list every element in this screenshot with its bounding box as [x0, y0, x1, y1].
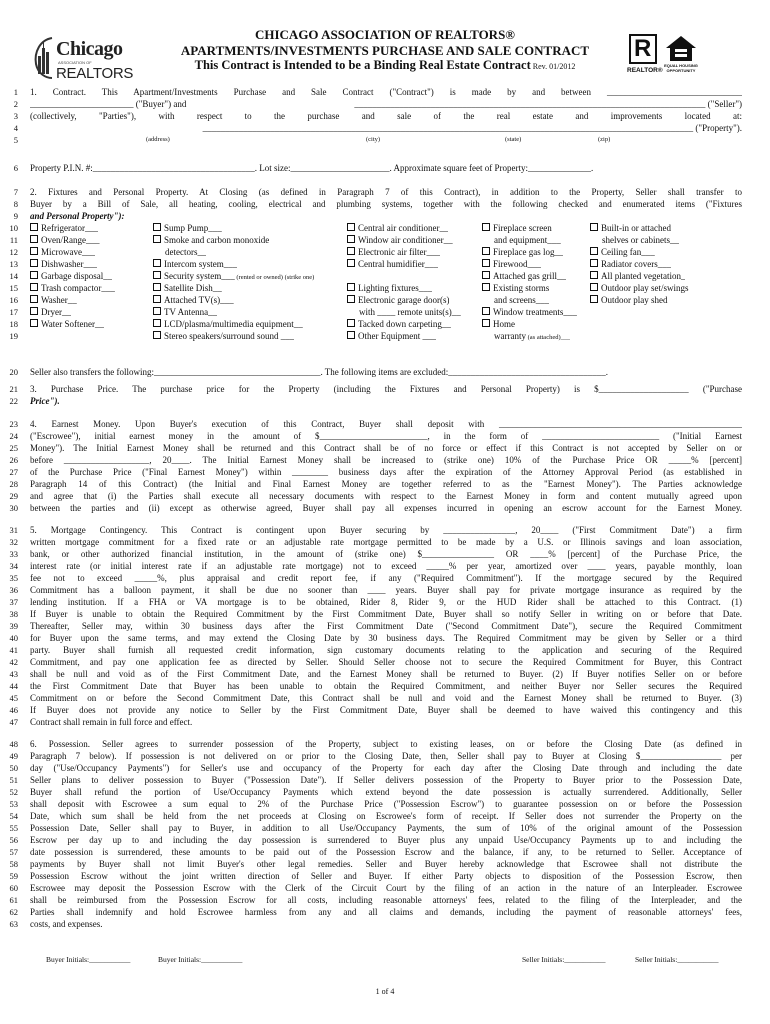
- fixture-checkbox[interactable]: [590, 259, 598, 267]
- fixture-checkbox[interactable]: [347, 223, 355, 231]
- fixture-checkbox[interactable]: [347, 247, 355, 255]
- page-number: 1 of 4: [375, 987, 395, 996]
- line-50: 50 day ("Use/Occupancy Payments") for Seller's use and occupancy of the Property for each day after the Closing Date through and including the date: [9, 763, 742, 773]
- equal-housing-logo: [664, 34, 698, 74]
- fixture-row: [0, 330, 770, 342]
- line-26: 26 before ___________________, 20____. The Initial Earnest Money shall be increased to (strike one) 10% of the Purchase Price OR _____% [percent]: [9, 455, 742, 465]
- fixture-item: [153, 282, 222, 294]
- line-54: 54 Date, which sum shall be held from the net proceeds at Closing on Escrowee's form of receipt. If Seller does not surrender the Property on the: [9, 811, 742, 821]
- fixture-item: [347, 294, 449, 306]
- realtor-logo-label: REALTOR®: [627, 67, 663, 74]
- fixture-item: [347, 282, 432, 294]
- line-41: 41 party. Buyer shall furnish all requested credit information, sign customary documents relating to the application and securing of the Required: [9, 645, 742, 655]
- line-61: 61 shall be reimbursed from the Possession Escrow for all costs, including reasonable attorneys' fees, related to the filing of the Interpleader, and the: [9, 895, 742, 905]
- fixture-item: [359, 306, 461, 318]
- document-title-contract: APARTMENTS/INVESTMENTS PURCHASE AND SALE CONTRACT: [180, 43, 590, 58]
- line-number: 16: [9, 295, 18, 305]
- line-49: 49 Paragraph 7 below). If possession is not delivered on or prior to the Closing Date, then, Seller shall pay to Buyer at Closing $__________________ per: [9, 751, 742, 761]
- fixture-row: [0, 222, 770, 234]
- fixture-item: [347, 258, 438, 270]
- fixture-item: [30, 222, 98, 234]
- fixture-item: [482, 318, 515, 330]
- fixture-checkbox[interactable]: [347, 319, 355, 327]
- fixture-item: [153, 258, 237, 270]
- fixture-checkbox[interactable]: [153, 235, 161, 243]
- fixture-label: Microwave___: [41, 247, 96, 257]
- fixture-item: [153, 294, 234, 306]
- fixture-label: Attached gas grill__: [493, 271, 566, 281]
- fixture-label: Attached TV(s)___: [164, 295, 234, 305]
- fixture-label: Sump Pump___: [164, 223, 222, 233]
- fixture-label: detectors__: [165, 247, 207, 257]
- fixture-label: Central air conditioner__: [358, 223, 449, 233]
- fixture-checkbox[interactable]: [347, 259, 355, 267]
- realtor-logo: R REALTOR®: [627, 35, 663, 74]
- line-number: 10: [9, 223, 18, 233]
- line-28: 28 Paragraph 14 of this Contract) (the Initial and Final Earnest Money are together referred to as the "Earnest Money"). The Parties acknowledge: [9, 479, 742, 489]
- chicago-realtors-logo: [30, 34, 134, 84]
- line-52: 52 Buyer shall refund the portion of Use/Occupancy Payments which extend beyond the date possession is actually surrendered. Additionally, Seller: [9, 787, 742, 797]
- fixture-item: [494, 234, 561, 246]
- seller-initials-1[interactable]: Seller Initials:___________: [522, 955, 606, 964]
- line-22: 22 Price").: [9, 396, 60, 406]
- fixture-item: [30, 258, 97, 270]
- line-7: 7 2. Fixtures and Personal Property. At Closing (as defined in Paragraph 7 of this Contract), in addition to the Property, Seller shall transfer to: [13, 187, 742, 197]
- line-32: 32 written mortgage commitment for a fixed rate or an adjustable rate mortgage permitted to be made by a U.S. or Illinois savings and loan association,: [9, 537, 742, 547]
- fixture-checkbox[interactable]: [153, 295, 161, 303]
- fixture-label: Dishwasher___: [41, 259, 97, 269]
- fixture-item: [30, 306, 71, 318]
- fixture-row: [0, 234, 770, 246]
- fixture-row: [0, 318, 770, 330]
- line-56: 56 Escrow per day up to and including the day possession is surrendered to Buyer plus any unpaid Use/Occupancy Payments up to and including the: [9, 835, 742, 845]
- fixture-item: [153, 222, 222, 234]
- fixture-checkbox[interactable]: [482, 247, 490, 255]
- fixture-checkbox[interactable]: [30, 271, 38, 279]
- fixture-item: [30, 234, 100, 246]
- fixture-label: Oven/Range___: [41, 235, 100, 245]
- fixture-checkbox[interactable]: [30, 223, 38, 231]
- line-44: 44 the First Commitment Date that Buyer has been unable to obtain the Required Commitment, and neither Buyer nor Seller secures the Required: [9, 681, 742, 691]
- line-number: 17: [9, 307, 18, 317]
- fixture-row: [0, 258, 770, 270]
- fixture-item: [165, 246, 206, 258]
- fixture-item: [347, 246, 440, 258]
- fixture-item: [30, 294, 77, 306]
- line-45: 45 Commitment on or before the Second Commitment Date, this Contract shall be null and void and the Earnest Money shall be returned to Buyer. (3): [9, 693, 742, 703]
- line-34: 34 interest rate (or initial interest rate if an adjustable rate mortgage) not to exceed _____% per year, amortized over ____ years, payable monthly, loan: [9, 561, 742, 571]
- fixture-row: [0, 246, 770, 258]
- fixture-label: LCD/plasma/multimedia equipment__: [164, 319, 303, 329]
- line-55: 55 Possession Date, Seller shall pay to Buyer, in addition to all Use/Occupancy Payments, the sum of 10% of the original amount of the Possession: [9, 823, 742, 833]
- revision-label: Rev. 01/2012: [532, 62, 576, 71]
- fixture-item: [347, 318, 451, 330]
- line-1: 1 1. Contract. This Apartment/Investments Purchase and Sale Contract ("Contract") is made by and between ______________________________: [13, 87, 742, 97]
- fixture-label: Window air conditioner__: [358, 235, 453, 245]
- line-58: 58 payments by Buyer shall not limit Buyer's other legal remedies. Seller and Buyer hereby acknowledge that Escrowee shall not distribute the: [9, 859, 742, 869]
- fixture-checkbox[interactable]: [153, 259, 161, 267]
- fixture-row: [0, 294, 770, 306]
- fixture-checkbox[interactable]: [347, 295, 355, 303]
- fixture-checkbox[interactable]: [590, 223, 598, 231]
- line-47: 47 Contract shall remain in full force and effect.: [9, 717, 193, 727]
- fixture-checkbox[interactable]: [30, 247, 38, 255]
- logo-text-realtors: REALTORS: [56, 65, 134, 82]
- fixture-row: [0, 270, 770, 282]
- fixture-item: [602, 234, 679, 246]
- fixture-item: [590, 282, 689, 294]
- fixture-item: [482, 258, 541, 270]
- line-8: 8 Buyer by a Bill of Sale, all heating, cooling, electrical and plumbing systems, together with the following checked and enumerated items ("Fixtures: [13, 199, 742, 209]
- fixture-label: Garbage disposal__: [41, 271, 113, 281]
- fixture-label: Fireplace screen: [493, 223, 552, 233]
- fixture-item: [494, 294, 549, 306]
- line-number: 15: [9, 283, 18, 293]
- fixture-item: [482, 222, 552, 234]
- fixture-checkbox[interactable]: [590, 247, 598, 255]
- fixture-checkbox[interactable]: [30, 295, 38, 303]
- line-number: 11: [9, 235, 18, 245]
- fixture-item: [590, 294, 668, 306]
- line-43: 43 shall be null and void as of the First Commitment Date, and the Earnest Money shall be returned to Buyer. (2) If Buyer notifies Seller on or before: [9, 669, 742, 679]
- line-21: 21 3. Purchase Price. The purchase price for the Property (including the Fixtures and Personal Property) is $____________________ ("Purchase: [9, 384, 742, 394]
- line-63: 63 costs, and expenses.: [9, 919, 103, 929]
- logo-text-association: ASSOCIATION OF: [58, 60, 92, 65]
- fixture-checkbox[interactable]: [153, 331, 161, 339]
- fixture-item: [347, 222, 448, 234]
- line-9: 9 and Personal Property"):: [13, 211, 125, 221]
- fixture-label: warranty: [494, 331, 526, 341]
- line-5: 5 (address) (city) (state) (zip): [13, 135, 611, 145]
- fixture-label: Stereo speakers/surround sound ___: [164, 331, 295, 341]
- fixture-item: [482, 246, 563, 258]
- document-title-org: CHICAGO ASSOCIATION OF REALTORS®: [254, 27, 516, 42]
- fixture-checkbox[interactable]: [153, 271, 161, 279]
- fixture-item: [482, 270, 566, 282]
- fixture-label: Firewood___: [493, 259, 541, 269]
- fixture-checkbox[interactable]: [482, 307, 490, 315]
- fixture-item: [494, 330, 570, 344]
- fixture-checkbox[interactable]: [590, 271, 598, 279]
- fixture-label: Fireplace gas log__: [493, 247, 564, 257]
- line-57: 57 date possession is surrendered, these amounts to be paid out of the Possession Escrow and the balance, if any, to be returned to Seller. Acceptance of: [9, 847, 742, 857]
- fixture-label: Other Equipment ___: [358, 331, 436, 341]
- line-20: 20 Seller also transfers the following:_____________________________________. The following items are excluded:___________________________________.: [9, 367, 609, 377]
- line-number: 12: [9, 247, 18, 257]
- line-6: 6 Property P.I.N. #:____________________________________. Lot size:______________________. Approximate square feet of Property:______________.: [13, 163, 594, 173]
- line-2: 2 _______________________ ("Buyer") and ______________________________________________________________________________ ("Seller"): [13, 99, 742, 109]
- fixture-checkbox[interactable]: [347, 283, 355, 291]
- line-25: 25 Money"). The Initial Earnest Money shall be returned and this Contract shall be of no force or effect if this Contract is not accepted by Seller on or: [9, 443, 742, 453]
- fixture-item: [482, 306, 577, 318]
- line-4: 4 _____________________________________________________________________________________________________________ ("Property").: [13, 123, 742, 133]
- line-38: 38 If Buyer is unable to obtain the Required Commitment by the First Commitment Date, Buyer shall so notify Seller in writing on or before that Date.: [9, 609, 742, 619]
- line-24: 24 ("Escrowee"), initial earnest money in the amount of $________________________, in the form of __________________________ ("Initial Earnest: [9, 431, 742, 441]
- logo-text-chicago: Chicago: [56, 38, 123, 60]
- fixture-item: [153, 330, 294, 342]
- skyline-icon: [30, 34, 56, 80]
- fixture-row: [0, 306, 770, 318]
- document-subtitle: [130, 58, 640, 73]
- line-number: 13: [9, 259, 18, 269]
- fixture-label: Built-in or attached: [601, 223, 671, 233]
- fixture-checkbox[interactable]: [482, 223, 490, 231]
- line-number: 14: [9, 271, 18, 281]
- fixture-label: Tacked down carpeting__: [358, 319, 451, 329]
- fixture-checkbox[interactable]: [590, 295, 598, 303]
- fixture-label: Washer__: [41, 295, 77, 305]
- fixture-label: Dryer__: [41, 307, 71, 317]
- fixture-item: [153, 318, 303, 330]
- fixture-label: Security system___: [164, 271, 235, 281]
- line-35: 35 fee not to exceed _____%, plus appraisal and credit report fee, if any ("Required Commitment"). If the mortgage secured by the Required: [9, 573, 742, 583]
- line-59: 59 Possession Escrow without the joint written direction of Seller and Buyer. If either Party objects to disposition of the Possession Escrow, then: [9, 871, 742, 881]
- fixture-checkbox[interactable]: [482, 319, 490, 327]
- line-42: 42 Commitment, and pay one application fee as directed by Seller. Should Seller choose not to secure the Required Commitment for Buyer, this Contract: [9, 657, 742, 667]
- fixture-label: Central humidifier___: [358, 259, 439, 269]
- line-31: 31 5. Mortgage Contingency. This Contract is contingent upon Buyer securing by ________________, 20____ ("First Commitment Date") a firm: [9, 525, 742, 535]
- fixture-item: [482, 282, 549, 294]
- buyer-initials-2[interactable]: Buyer Initials:___________: [158, 955, 243, 964]
- fixture-item: [30, 318, 104, 330]
- line-27: 27 of the Purchase Price ("Final Earnest Money") within ________ business days after the expiration of the Attorney Approval Period (as established in: [9, 467, 742, 477]
- seller-initials-2[interactable]: Seller Initials:___________: [635, 955, 719, 964]
- line-62: 62 Parties shall indemnify and hold Escrowee harmless from any and all claims and demands, including the payment of reasonable attorneys' fees,: [9, 907, 742, 917]
- line-39: 39 Thereafter, Seller may, within 30 business days after the First Commitment Date ("Second Commitment Date"), secure the Required Commitment: [9, 621, 742, 631]
- fixture-checkbox[interactable]: [153, 307, 161, 315]
- fixture-item: [347, 234, 453, 246]
- fixture-checkbox[interactable]: [482, 259, 490, 267]
- fixture-checkbox[interactable]: [30, 259, 38, 267]
- fixture-label: Trash compactor___: [41, 283, 115, 293]
- fixture-label: with ____ remote units(s)__: [359, 307, 461, 317]
- fixture-item: [590, 270, 685, 282]
- fixture-label: and screens___: [494, 295, 550, 305]
- fixture-checkbox[interactable]: [153, 319, 161, 327]
- line-30: 30 between the parties and (ii) except as otherwise agreed, Buyer shall pay all expenses incurred in opening an escrow account for the Earnest Money.: [9, 503, 742, 513]
- line-37: 37 lending institution. If a FHA or VA mortgage is to be obtained, Rider 8, Rider 9, or the HUD Rider shall be attached to this Contract. (1): [9, 597, 742, 607]
- line-46: 46 If Buyer does not provide any notice to Seller by the First Commitment Date, Buyer shall be deemed to have waived this contingency and this: [9, 705, 742, 715]
- line-3: 3 (collectively, "Parties"), with respect to the purchase and sale of the real estate and improvements located at:: [13, 111, 742, 121]
- line-60: 60 Escrowee may deposit the Possession Escrow with the Clerk of the Circuit Court by the filing of an action in the nature of an Interpleader. Escrowee: [9, 883, 742, 893]
- fixture-checkbox[interactable]: [347, 331, 355, 339]
- fixture-label: Outdoor play shed: [601, 295, 668, 305]
- fixture-note: (rented or owned) (strike one): [234, 274, 315, 281]
- fixture-label: Refrigerator___: [41, 223, 99, 233]
- line-36: 36 Commitment has a balloon payment, it shall be due no sooner than ____ years. Buyer shall pay for private mortgage insurance as required by the: [9, 585, 742, 595]
- fixture-label: Electronic garage door(s): [358, 295, 450, 305]
- fixture-label: Electronic air filter___: [358, 247, 440, 257]
- fixture-label: Existing storms: [493, 283, 550, 293]
- fixture-label: Window treatments___: [493, 307, 577, 317]
- line-51: 51 Seller plans to deliver possession to Buyer ("Possession Date"). If Seller delivers possession of the Property to Buyer prior to the Possession Date,: [9, 775, 742, 785]
- fixture-item: [30, 270, 112, 282]
- fixture-checkbox[interactable]: [482, 283, 490, 291]
- line-29: 29 and agree that (i) the Parties shall execute all necessary documents with respect to the Earnest Money in form and content mutually agreed upon: [9, 491, 742, 501]
- fixture-checkbox[interactable]: [153, 283, 161, 291]
- fixture-label: Intercom system___: [164, 259, 238, 269]
- fixture-label: Home: [493, 319, 515, 329]
- equal-housing-label: EQUAL HOUSING OPPORTUNITY: [664, 63, 698, 73]
- line-number: 19: [9, 331, 18, 341]
- fixture-item: [590, 246, 655, 258]
- fixture-checkbox[interactable]: [30, 319, 38, 327]
- fixture-item: [347, 330, 436, 342]
- fixture-label: Satellite Dish__: [164, 283, 222, 293]
- fixture-label: Ceiling fan___: [601, 247, 655, 257]
- fixture-label: shelves or cabinets__: [602, 235, 679, 245]
- fixture-label: TV Antenna__: [164, 307, 218, 317]
- fixture-label: Radiator covers___: [601, 259, 672, 269]
- binding-contract-notice: This Contract is Intended to be a Binding Real Estate Contract: [194, 58, 531, 72]
- fixture-row: [0, 282, 770, 294]
- fixture-label: Lighting fixtures___: [358, 283, 433, 293]
- line-53: 53 shall deposit with Escrowee a sum equal to 2% of the Purchase Price ("Possession Escrow") to guarantee possession on or before the Possession: [9, 799, 742, 809]
- fixture-item: [590, 258, 671, 270]
- fixture-item: [30, 282, 115, 294]
- equal-housing-icon: [664, 34, 698, 62]
- fixture-checkbox[interactable]: [482, 271, 490, 279]
- fixture-note: (as attached)___: [525, 334, 571, 341]
- line-33: 33 bank, or other authorized financial institution, in the amount of (strike one) $________________ OR ____% [percent] of the Purchase Price, the: [9, 549, 742, 559]
- line-40: 40 for Buyer upon the same terms, and may extend the Closing Date by 30 business days. The Required Commitment may be given by Seller or a third: [9, 633, 742, 643]
- fixture-checkbox[interactable]: [30, 307, 38, 315]
- fixture-item: [153, 234, 269, 246]
- fixture-label: Smoke and carbon monoxide: [164, 235, 270, 245]
- fixture-label: Water Softener__: [41, 319, 104, 329]
- fixture-checkbox[interactable]: [347, 235, 355, 243]
- fixture-checkbox[interactable]: [153, 223, 161, 231]
- line-48: 48 6. Possession. Seller agrees to surrender possession of the Property, subject to existing leases, on or before the Closing Date (as defined in: [9, 739, 742, 749]
- fixture-label: Outdoor play set/swings: [601, 283, 689, 293]
- line-number: 18: [9, 319, 18, 329]
- fixture-label: All planted vegetation_: [601, 271, 686, 281]
- fixture-checkbox[interactable]: [30, 235, 38, 243]
- line-23: 23 4. Earnest Money. Upon Buyer's execution of this Contract, Buyer shall deposit with ______________________________________________________: [9, 419, 742, 429]
- fixture-item: [30, 246, 95, 258]
- fixture-checkbox[interactable]: [30, 283, 38, 291]
- buyer-initials-1[interactable]: Buyer Initials:___________: [46, 955, 131, 964]
- fixture-label: and equipment___: [494, 235, 561, 245]
- fixture-item: [590, 222, 671, 234]
- fixture-checkbox[interactable]: [590, 283, 598, 291]
- fixture-item: [153, 306, 217, 318]
